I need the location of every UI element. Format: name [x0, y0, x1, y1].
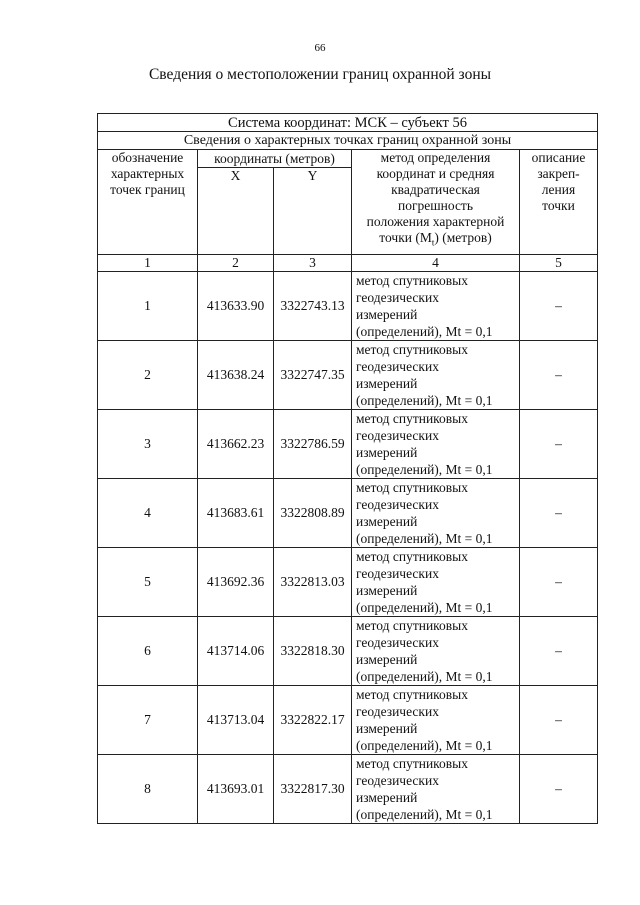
- cell-method: [352, 341, 520, 410]
- cell-point: 6: [98, 617, 198, 686]
- cell-point: 7: [98, 686, 198, 755]
- table-row: [98, 686, 598, 755]
- cell-description: –: [520, 755, 598, 824]
- cell-point: 4: [98, 479, 198, 548]
- col-header-coords: координаты (метров): [198, 150, 352, 168]
- points-info-header: Сведения о характерных точках границ охранной зоны: [98, 132, 598, 150]
- cell-y: 3322822.17: [274, 686, 352, 755]
- cell-method-text: метод спутниковых геодезических измерений (определений), Mt = 0,1: [356, 342, 493, 408]
- cell-method-text: метод спутниковых геодезических измерений (определений), Mt = 0,1: [356, 549, 493, 615]
- cell-method: [352, 755, 520, 824]
- cell-x: 413693.01: [198, 755, 274, 824]
- cell-method-text: метод спутниковых геодезических измерений (определений), Mt = 0,1: [356, 480, 493, 546]
- cell-description: –: [520, 617, 598, 686]
- cell-point: 2: [98, 341, 198, 410]
- cell-method-text: метод спутниковых геодезических измерений (определений), Mt = 0,1: [356, 273, 493, 339]
- cell-method: [352, 686, 520, 755]
- cell-method-text: метод спутниковых геодезических измерений (определений), Mt = 0,1: [356, 687, 493, 753]
- table-row: [98, 341, 598, 410]
- col-number-3: 3: [274, 255, 352, 272]
- cell-x: 413638.24: [198, 341, 274, 410]
- col-header-designation-text: обозначение характерных точек границ: [110, 150, 185, 197]
- cell-method: [352, 410, 520, 479]
- cell-description: –: [520, 410, 598, 479]
- col-number-5: 5: [520, 255, 598, 272]
- cell-y: 3322808.89: [274, 479, 352, 548]
- cell-x: 413662.23: [198, 410, 274, 479]
- col-number-4: 4: [352, 255, 520, 272]
- page-title: Сведения о местоположении границ охранной зоны: [148, 66, 492, 83]
- cell-point: 8: [98, 755, 198, 824]
- table-row: [98, 272, 598, 341]
- table-row: [98, 755, 598, 824]
- col-header-description-text: описание закреп- ления точки: [531, 150, 586, 213]
- cell-x: 413714.06: [198, 617, 274, 686]
- col-header-method-sub: t: [431, 237, 435, 248]
- cell-y: 3322747.35: [274, 341, 352, 410]
- cell-description: –: [520, 686, 598, 755]
- table-row: [98, 479, 598, 548]
- cell-x: 413713.04: [198, 686, 274, 755]
- col-header-method-tail: ) (метров): [434, 230, 492, 245]
- col-header-x: X: [198, 168, 274, 255]
- cell-x: 413633.90: [198, 272, 274, 341]
- cell-point: 3: [98, 410, 198, 479]
- cell-y: 3322743.13: [274, 272, 352, 341]
- col-header-designation: [98, 150, 198, 255]
- cell-method: [352, 272, 520, 341]
- table-row: [98, 617, 598, 686]
- cell-method: [352, 479, 520, 548]
- table-row: [98, 410, 598, 479]
- col-header-y: Y: [274, 168, 352, 255]
- col-header-method: [352, 150, 520, 255]
- cell-x: 413683.61: [198, 479, 274, 548]
- table-row: [98, 548, 598, 617]
- cell-method-text: метод спутниковых геодезических измерений (определений), Mt = 0,1: [356, 756, 493, 822]
- cell-method: [352, 548, 520, 617]
- cell-y: 3322786.59: [274, 410, 352, 479]
- cell-method: [352, 617, 520, 686]
- cell-method-text: метод спутниковых геодезических измерений (определений), Mt = 0,1: [356, 411, 493, 477]
- cell-x: 413692.36: [198, 548, 274, 617]
- cell-description: –: [520, 341, 598, 410]
- boundary-points-table: [97, 113, 598, 824]
- cell-description: –: [520, 548, 598, 617]
- col-header-description: [520, 150, 598, 255]
- cell-point: 1: [98, 272, 198, 341]
- cell-y: 3322818.30: [274, 617, 352, 686]
- cell-description: –: [520, 272, 598, 341]
- col-header-method-main: метод определения координат и средняя квадратическая погрешность положения характерной точки (M: [366, 150, 505, 245]
- cell-point: 5: [98, 548, 198, 617]
- cell-y: 3322817.30: [274, 755, 352, 824]
- cell-y: 3322813.03: [274, 548, 352, 617]
- col-number-1: 1: [98, 255, 198, 272]
- cell-description: –: [520, 479, 598, 548]
- cell-method-text: метод спутниковых геодезических измерений (определений), Mt = 0,1: [356, 618, 493, 684]
- col-number-2: 2: [198, 255, 274, 272]
- coordinate-system-header: Система координат: МСК – субъект 56: [98, 114, 598, 132]
- page-number: 66: [314, 42, 326, 54]
- col-header-method-text: [354, 150, 517, 251]
